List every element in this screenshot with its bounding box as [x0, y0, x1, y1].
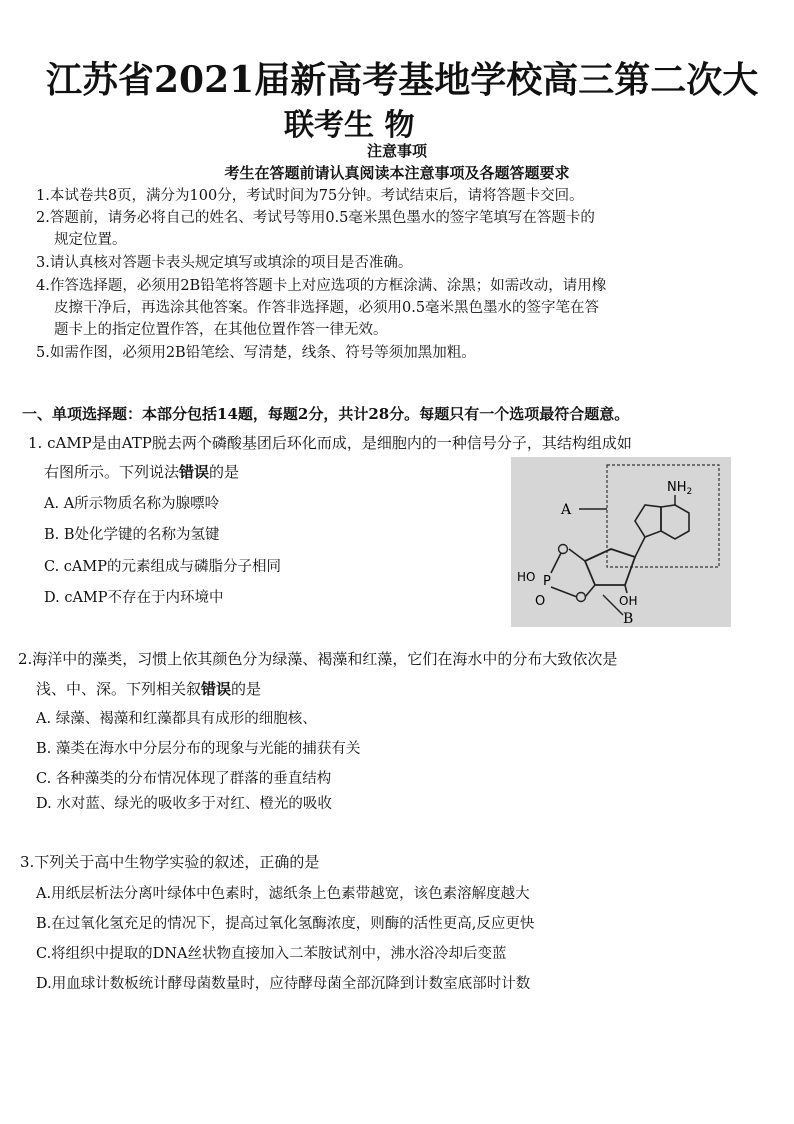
question-2-stem-line-2	[36, 678, 261, 699]
question-1-stem: 1. cAMP是由ATP脱去两个磷酸基团后环化而成，是细胞内的一种信号分子，其结构组成如	[28, 434, 632, 452]
camp-structure-diagram	[511, 457, 731, 627]
notice-rule-continued: 规定位置。	[54, 232, 127, 248]
label-a: A	[561, 502, 572, 518]
question-2-option-c: C. 各种藻类的分布情况体现了群落的垂直结构	[36, 771, 332, 787]
question-2-stem-suffix: 的是	[231, 680, 262, 698]
notice-rule: 1.本试卷共8页，满分为100分，考试时间为75分钟。考试结束后，请将答题卡交回。	[36, 188, 584, 204]
page-title-line-2: 联考生 物	[284, 108, 415, 143]
oxygen-double-bond-label: O	[535, 594, 546, 609]
question-2-stem: 2.海洋中的藻类，习惯上依其颜色分为绿藻、褐藻和红藻，它们在海水中的分布大致依次是	[18, 650, 618, 668]
question-3-option-d: D.用血球计数板统计酵母菌数量时，应待酵母菌全部沉降到计数室底部时计数	[36, 976, 531, 992]
notice-rule-continued: 题卡上的指定位置作答，在其他位置作答一律无效。	[54, 322, 388, 338]
notice-rule: 2.答题前，请务必将自己的姓名、考试号等用0.5毫米黑色墨水的签字笔填写在答题卡的	[36, 210, 595, 226]
question-1-stem-suffix: 的是	[209, 463, 240, 481]
notice-heading: 注意事项	[366, 142, 427, 160]
notice-rule: 3.请认真核对答题卡表头规定填写或填涂的项目是否准确。	[36, 255, 413, 271]
question-2-option-a: A. 绿藻、褐藻和红藻都具有成形的细胞核、	[36, 711, 317, 727]
question-3-option-c: C.将组织中提取的DNA丝状物直接加入二苯胺试剂中，沸水浴冷却后变蓝	[36, 946, 507, 962]
notice-subheading: 考生在答题前请认真阅读本注意事项及各题答题要求	[224, 164, 570, 182]
question-2-stem-prefix: 浅、中、深。下列相关叙	[36, 680, 202, 698]
page-title-line-1: 江苏省2021届新高考基地学校高三第二次大	[46, 59, 759, 101]
notice-rule: 4.作答选择题，必须用2B铅笔将答题卡上对应选项的方框涂满、涂黑；如需改动，请用橡	[36, 278, 607, 294]
section-heading: 一、单项选择题：本部分包括14题，每题2分，共计28分。每题只有一个选项最符合题意。	[22, 405, 630, 423]
oh-label: OH	[619, 594, 638, 608]
camp-structure-figure	[511, 457, 731, 627]
question-3-stem: 3.下列关于高中生物学实验的叙述，正确的是	[20, 853, 320, 871]
question-1-option-a: A. A所示物质名称为腺嘌呤	[44, 496, 220, 512]
question-3-option-b: B.在过氧化氢充足的情况下，提高过氧化氢酶浓度，则酶的活性更高,反应更快	[36, 916, 535, 932]
notice-rule-continued: 皮擦干净后，再选涂其他答案。作答非选择题，必须用0.5毫米黑色墨水的签字笔在答	[54, 300, 600, 316]
phosphorus-label: P	[543, 574, 551, 589]
nh2-label: $NH_2$	[667, 480, 693, 497]
question-3-option-a: A.用纸层析法分离叶绿体中色素时，滤纸条上色素带越宽，该色素溶解度越大	[36, 886, 530, 902]
question-1-option-b: B. B处化学键的名称为氢键	[44, 527, 220, 543]
question-2-option-b: B. 藻类在海水中分层分布的现象与光能的捕获有关	[36, 741, 361, 757]
question-1-stem-prefix: 右图所示。下列说法	[44, 463, 180, 481]
question-1-stem-line-2	[44, 461, 239, 482]
ho-label: HO	[517, 570, 536, 584]
notice-rule: 5.如需作图，必须用2B铅笔绘、写清楚，线条、符号等须加黑加粗。	[36, 345, 476, 361]
question-1-option-d: D. cAMP不存在于内环境中	[44, 590, 224, 606]
question-1-emphasis: 错误	[179, 463, 210, 481]
label-b: B	[623, 611, 634, 627]
question-1-option-c: C. cAMP的元素组成与磷脂分子相同	[44, 559, 281, 575]
question-2-option-d: D. 水对蓝、绿光的吸收多于对红、橙光的吸收	[36, 796, 332, 812]
question-2-emphasis: 错误	[201, 680, 232, 698]
